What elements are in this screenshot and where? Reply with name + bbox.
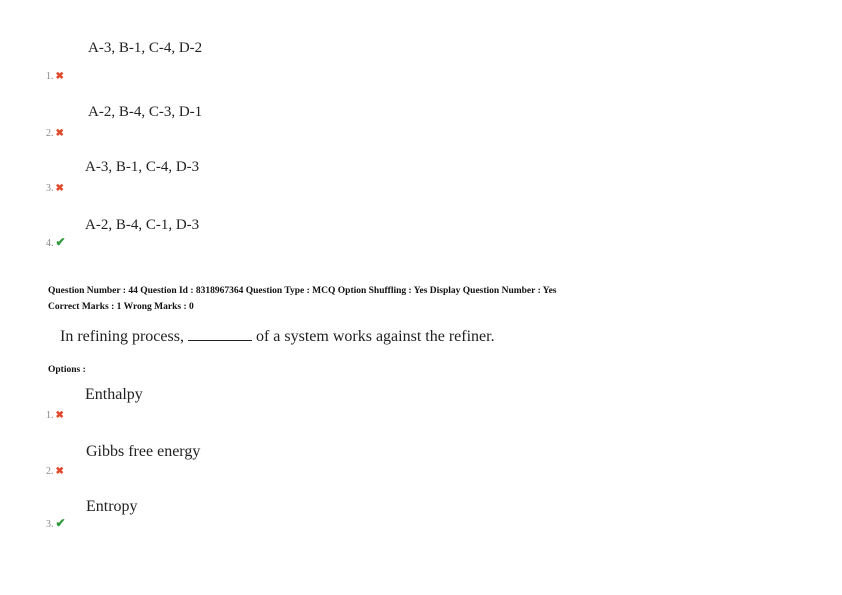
prev-option-2-text: A-2, B-4, C-3, D-1 bbox=[88, 104, 203, 120]
question-meta-line-2: Correct Marks : 1 Wrong Marks : 0 bbox=[48, 302, 194, 312]
options-label: Options : bbox=[48, 365, 86, 375]
option-1-marker bbox=[46, 405, 64, 423]
prev-option-4-text: A-2, B-4, C-1, D-3 bbox=[85, 217, 200, 233]
wrong-icon: ✖ bbox=[55, 410, 64, 421]
option-3-text: Entropy bbox=[86, 498, 138, 515]
prev-option-2-number: 2. bbox=[46, 128, 54, 139]
wrong-icon: ✖ bbox=[55, 466, 64, 477]
prev-option-1-marker bbox=[46, 66, 64, 84]
prev-option-2-marker bbox=[46, 123, 64, 141]
option-3-number: 3. bbox=[46, 519, 54, 530]
option-1-text: Enthalpy bbox=[85, 386, 143, 403]
prev-option-4-number: 4. bbox=[46, 238, 54, 249]
prev-option-3-marker bbox=[46, 178, 64, 196]
question-text bbox=[60, 328, 495, 346]
question-text-before: In refining process, bbox=[60, 328, 184, 345]
prev-option-3-number: 3. bbox=[46, 183, 54, 194]
option-2-marker bbox=[46, 461, 64, 479]
option-2-text: Gibbs free energy bbox=[86, 443, 201, 460]
wrong-icon: ✖ bbox=[55, 128, 64, 139]
answer-blank bbox=[188, 328, 252, 341]
prev-option-4-marker bbox=[46, 233, 66, 251]
wrong-icon: ✖ bbox=[55, 183, 64, 194]
question-meta-line-1: Question Number : 44 Question Id : 8318967364 Question Type : MCQ Option Shuffling : Yes Display Question Number : Yes bbox=[48, 286, 557, 296]
prev-option-3-text: A-3, B-1, C-4, D-3 bbox=[85, 159, 200, 175]
option-2-number: 2. bbox=[46, 466, 54, 477]
check-icon: ✔ bbox=[55, 235, 66, 249]
prev-option-1-number: 1. bbox=[46, 71, 54, 82]
option-1-number: 1. bbox=[46, 410, 54, 421]
wrong-icon: ✖ bbox=[55, 71, 64, 82]
question-text-after: of a system works against the refiner. bbox=[255, 328, 495, 345]
option-3-marker bbox=[46, 514, 66, 532]
check-icon: ✔ bbox=[55, 516, 66, 530]
prev-option-1-text: A-3, B-1, C-4, D-2 bbox=[88, 40, 203, 56]
